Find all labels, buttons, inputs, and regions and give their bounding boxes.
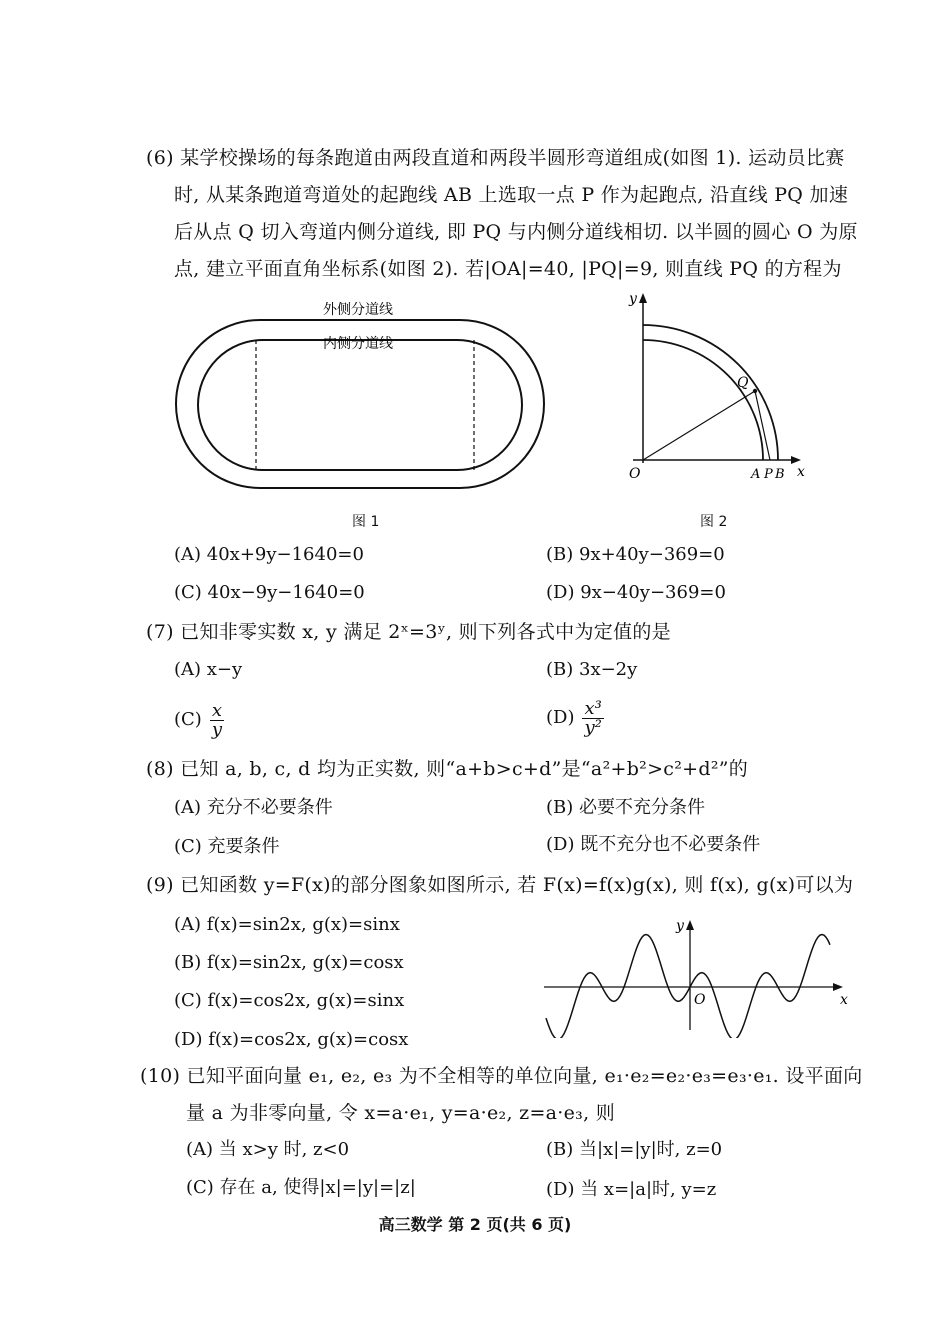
q7-option-d-denominator: y² — [584, 716, 602, 738]
outer-lane-label: 外侧分道线 — [323, 302, 393, 318]
q9-option-a: (A) f(x)=sin2x, g(x)=sinx — [174, 914, 400, 935]
q7-option-c — [174, 698, 224, 742]
q9-stem: (9) 已知函数 y=F(x)的部分图象如图所示, 若 F(x)=f(x)g(x), 则 f(x), g(x)可以为 — [146, 874, 854, 896]
q9-option-c: (C) f(x)=cos2x, g(x)=sinx — [174, 990, 405, 1011]
q10-option-a: (A) 当 x>y 时, z<0 — [186, 1139, 350, 1160]
q9-origin-label: O — [694, 992, 706, 1008]
figure-2-coordinate-diagram — [615, 285, 815, 485]
q6-stem-line-3: 后从点 Q 切入弯道内侧分道线, 即 PQ 与内侧分道线相切. 以半圆的圆心 O 为原 — [174, 221, 858, 243]
q7-option-b: (B) 3x−2y — [546, 659, 638, 680]
q10-stem-line-1: (10) 已知平面向量 e₁, e₂, e₃ 为不全相等的单位向量, e₁·e₂=e₂·e₃=e₃·e₁. 设平面向 — [140, 1065, 863, 1087]
q8-stem: (8) 已知 a, b, c, d 均为正实数, 则“a+b>c+d”是“a²+b²>c²+d²”的 — [146, 758, 749, 780]
q9-option-d: (D) f(x)=cos2x, g(x)=cosx — [174, 1029, 409, 1050]
q8-option-b: (B) 必要不充分条件 — [546, 797, 705, 818]
q10-option-c: (C) 存在 a, 使得|x|=|y|=|z| — [186, 1177, 416, 1198]
q7-stem: (7) 已知非零实数 x, y 满足 2ˣ=3ʸ, 则下列各式中为定值的是 — [146, 621, 671, 643]
q10-option-b: (B) 当|x|=|y|时, z=0 — [546, 1139, 723, 1160]
q6-stem-line-1: (6) 某学校操场的每条跑道由两段直道和两段半圆形弯道组成(如图 1). 运动员比赛 — [146, 147, 845, 169]
q7-option-c-denominator: y — [211, 718, 222, 740]
q6-option-d: (D) 9x−40y−369=0 — [546, 582, 726, 603]
q8-option-c: (C) 充要条件 — [174, 836, 280, 857]
segment-oq — [643, 391, 755, 460]
q7-option-d-label: (D) — [546, 707, 575, 728]
q7-option-a: (A) x−y — [174, 659, 243, 680]
figure-1-caption: 图 1 — [352, 514, 380, 530]
q7-option-d-numerator: x³ — [582, 700, 603, 719]
q9-curve — [546, 935, 830, 1039]
q6-stem-line-2: 时, 从某条跑道弯道处的起跑线 AB 上选取一点 P 作为起跑点, 沿直线 PQ 加速 — [174, 184, 849, 206]
q6-option-a: (A) 40x+9y−1640=0 — [174, 544, 364, 565]
outer-arc — [643, 325, 778, 460]
x-axis-label: x — [797, 464, 805, 480]
q9-y-label: y — [676, 918, 684, 934]
x-axis-arrow — [791, 456, 801, 464]
q-label: Q — [737, 375, 749, 391]
q7-option-d — [546, 696, 604, 740]
y-axis-arrow — [639, 293, 647, 303]
inner-arc — [643, 340, 763, 460]
q9-function-graph — [540, 908, 860, 1038]
q10-option-d: (D) 当 x=|a|时, y=z — [546, 1179, 717, 1200]
figure-2-caption: 图 2 — [700, 514, 728, 530]
y-axis-label: y — [629, 291, 637, 307]
q9-y-axis-arrow — [686, 920, 694, 930]
q10-stem-line-2: 量 a 为非零向量, 令 x=a·e₁, y=a·e₂, z=a·e₃, 则 — [186, 1102, 616, 1124]
figure-1-running-track — [170, 290, 550, 500]
q7-option-c-numerator: x — [210, 702, 224, 721]
q6-option-c: (C) 40x−9y−1640=0 — [174, 582, 365, 603]
page-footer: 高三数学 第 2 页(共 6 页) — [378, 1215, 572, 1234]
q9-option-b: (B) f(x)=sin2x, g(x)=cosx — [174, 952, 404, 973]
q6-option-b: (B) 9x+40y−369=0 — [546, 544, 725, 565]
q7-option-c-label: (C) — [174, 709, 202, 730]
origin-label: O — [629, 466, 641, 482]
a-label: A — [751, 467, 761, 482]
b-label: B — [775, 467, 785, 482]
q9-x-axis-arrow — [833, 983, 843, 991]
q8-option-d: (D) 既不充分也不必要条件 — [546, 834, 761, 855]
inner-lane-label: 内侧分道线 — [323, 336, 393, 352]
q7-option-d-fraction — [582, 697, 603, 738]
q7-option-c-fraction — [210, 699, 224, 740]
q8-option-a: (A) 充分不必要条件 — [174, 797, 333, 818]
q9-x-label: x — [840, 992, 848, 1008]
p-label: P — [764, 467, 773, 482]
point-q — [753, 389, 757, 393]
q6-stem-line-4: 点, 建立平面直角坐标系(如图 2). 若|OA|=40, |PQ|=9, 则直线 PQ 的方程为 — [174, 258, 842, 280]
